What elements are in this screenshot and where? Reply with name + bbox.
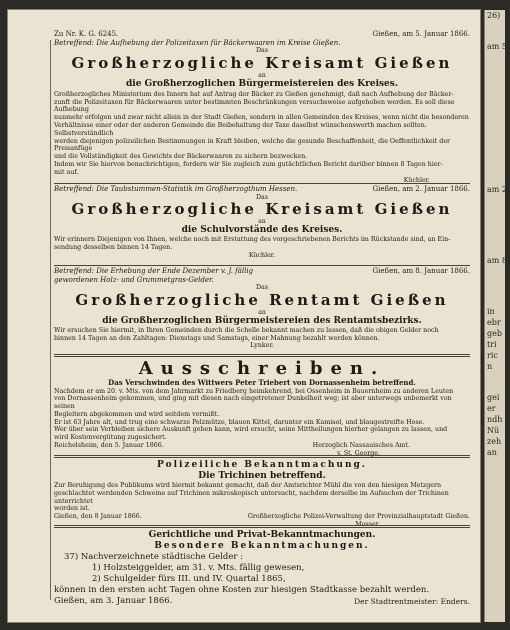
list-lead: 37) Nachverzeichnete städtische Gelder :	[64, 552, 243, 562]
notice-subject: Betreffend: Die Taubstummen-Statistik im Großherzogthum Hessen.	[54, 185, 298, 193]
edge-text: ric	[487, 351, 498, 360]
notice-title: Großherzogliche Kreisamt Gießen	[71, 53, 453, 72]
edge-text: 26)	[487, 11, 501, 20]
body-line: Indem wir Sie hiervon benachrichtigen, fordern wir Sie zugleich zum gutächtlichen Bericht darüber binnen 8 Tagen hier-	[54, 160, 443, 168]
body-line: Großherzogliches Ministerium des Innern hat auf Antrag der Bäcker zu Gießen genehmigt, daß nach Aufhebung der Bäcker-	[54, 90, 454, 98]
notice-title: Großherzogliche Rentamt Gießen	[75, 290, 449, 309]
notice-title-top: Das	[255, 47, 269, 54]
notice-date: Gießen, am 2. Januar 1866.	[372, 185, 470, 193]
body-line: von Dornassenheim gekommen, und ging mit diesen nach eingetretener Dunkelheit weg; ist aber unterwegs unbemerkt von seinen	[54, 395, 452, 411]
edge-text: ndh	[487, 415, 503, 424]
notice-reference: Zu Nr. K. G. 6245.	[54, 30, 119, 38]
list-item: 2) Schulgelder fürs III. und IV. Quartal 1865,	[92, 574, 286, 584]
notice-bakery-tax	[54, 30, 470, 184]
body-line: wird Kostenvergütung zugesichert.	[54, 434, 167, 442]
notice-addressee: die Großherzoglichen Bürgermeistereien des Rentamtsbezirks.	[102, 315, 422, 326]
notice-signature: Mosser.	[355, 520, 380, 528]
notice-addressee: die Großherzoglichen Bürgermeistereien des Kreises.	[125, 78, 398, 89]
list-item: 1) Holzsteiggelder, am 31. v. Mts. fällig gewesen,	[92, 563, 305, 573]
divider	[54, 455, 470, 458]
notice-title: Polizeiliche Bekanntmachung.	[157, 460, 367, 470]
edge-text: in	[487, 307, 495, 316]
body-line: Wir erinnern Diejenigen von Ihnen, welche noch mit Erstattung des vorgeschriebenen Berichts im Rückstande sind, an Ein-	[54, 236, 451, 244]
body-line: Wer über sein Verbleiben sichere Auskunft geben kann, wird ersucht, seine Mittheilungen hierher gelangen zu lassen, und	[54, 426, 448, 434]
section-subtitle: Besondere Bekanntmachungen.	[154, 541, 370, 551]
notice-missing-person	[54, 352, 470, 458]
edge-text: er	[487, 404, 496, 413]
notice-title: Ausschreiben.	[138, 358, 386, 379]
body-line: nunmehr erfolgen und zwar nicht allein in der Stadt Gießen, sondern in allen Gemeinden des Kreises, wenn nicht die besonderen	[54, 114, 469, 122]
edge-text: n	[487, 362, 493, 371]
body-line: worden ist.	[54, 505, 90, 513]
edge-text: am 5.	[487, 42, 510, 51]
edge-text: tri	[487, 340, 497, 349]
edge-text: am 8.	[487, 256, 510, 265]
notice-an: an	[258, 218, 266, 226]
edge-text: gei	[487, 393, 500, 402]
notice-date: Gießen, am 8. Januar 1866.	[372, 267, 470, 275]
body-line: Zur Beruhigung des Publikums wird hiermit bekannt gemacht, daß der Amtsrichter Mühl die von den hiesigen Metzgern	[54, 482, 442, 489]
notice-signature: Lynker.	[250, 342, 274, 350]
notice-headline: Das Verschwinden des Wittwers Peter Triebert von Dornassenheim betreffend.	[108, 378, 416, 387]
notice-an: an	[258, 71, 266, 79]
notice-title-top: Das	[255, 193, 269, 201]
notice-date: Gießen, am 3. Januar 1866.	[54, 596, 173, 606]
notice-title: Großherzogliche Kreisamt Gießen	[71, 200, 453, 219]
divider	[54, 265, 470, 266]
notice-signature: Küchler.	[403, 176, 430, 184]
newspaper-page	[8, 10, 480, 622]
divider	[54, 354, 470, 357]
list-tail: können in den ersten acht Tagen ohne Kosten zur hiesigen Stadtkasse bezahlt werden.	[54, 585, 430, 595]
divider	[54, 525, 470, 528]
notice-rentamt	[54, 264, 470, 350]
edge-text: an	[487, 448, 497, 457]
body-line: Er ist 63 Jahre alt, und trug eine schwarze Pelzmütze, blauen Kittel, darunter ein Kamisol, und blaugestreifte Hose.	[54, 418, 425, 426]
body-line: Wir ersuchen Sie hiermit, in Ihren Gemeinden durch die Schelle bekannt machen zu lassen, daß die obigen Gelder noch	[54, 326, 439, 334]
notice-subtitle: Die Trichinen betreffend.	[198, 471, 326, 481]
notice-city-fees	[54, 520, 470, 607]
notice-addressee: die Schulvorstände des Kreises.	[181, 225, 343, 236]
body-line: Nachdem er am 20. v. Mts. von dem Jahrmarkt zu Friedberg heimkehrend, bei Ossenheim in Bauernheim zu anderen Leuten	[54, 387, 454, 395]
body-line: geschlachtet werdenden Schweine auf Trichinen mikroskopisch untersucht, nachdem derselbe im Aufsuchen der Trichinen unterrichtet	[54, 489, 449, 505]
notice-title-top: Das	[255, 284, 269, 291]
body-line: mit auf.	[54, 168, 79, 176]
body-line: Begleitern abgekommen und wird seitdem vermißt.	[54, 410, 220, 418]
notice-an: an	[258, 308, 266, 316]
body-line: sendung desselben binnen 14 Tagen.	[54, 244, 173, 252]
column-rule	[50, 40, 51, 600]
edge-text: zeh	[487, 437, 502, 446]
body-line: zunft die Polizeitaxen für Bäckerwaaren unter bestimmten Beschränkungen versuchsweise aufgehoben werden. Es soll diese Aufhebung	[54, 98, 455, 114]
notice-signature: Der Stadtrentmeister: Enders.	[354, 597, 470, 606]
edge-text: Nü	[487, 426, 500, 435]
notice-deaf-statistics	[54, 182, 470, 260]
divider	[54, 183, 470, 184]
notice-subject: Betreffend: Die Erhebung der Ende Dezember v. J. fällig gewordenen Holz- und Grummetgras-Gelder.	[54, 267, 254, 284]
notice-office: Herzoglich Nassauisches Amt.	[312, 442, 410, 450]
notice-office: Großherzogliche Polizei-Verwaltung der Provinzialhauptstadt Gießen.	[247, 513, 470, 521]
notice-place-date: Reichelsheim, den 5. Januar 1866.	[54, 442, 164, 450]
notice-trichinae	[54, 453, 470, 529]
body-line: binnen 14 Tagen an den Zahltagen: Dienstags und Samstags, einer Mahnung bezahlt werden können.	[54, 334, 380, 342]
notice-signature: v. St. George.	[337, 449, 380, 457]
notice-date: Gießen, den 8 Januar 1866.	[54, 513, 142, 521]
edge-text: am 2.	[487, 185, 510, 194]
notice-signature: Küchler.	[248, 251, 276, 259]
adjacent-page-edge	[484, 10, 510, 622]
notice-date: Gießen, am 5. Januar 1866.	[372, 30, 470, 38]
body-line: und die Vollständigkeit des Gewichts der Bäckerwaaren zu sichern bezwecken.	[54, 153, 308, 161]
notice-subject: Betreffend: Die Aufhebung der Polizeitaxen für Bäckerwaaren im Kreise Gießen.	[54, 38, 341, 47]
body-line: werden diejenigen polizeilichen Bestimmungen in Kraft bleiben, welche die gesunde Beschaffenheit, die Oeffentlichkeit der Preisanfüge	[54, 137, 451, 153]
edge-text: ebr	[487, 318, 501, 327]
edge-text: geb	[487, 329, 502, 338]
body-line: Verhältnisse einer oder der anderen Gemeinde die Beibehaltung der Taxe daselbst wünschenswerth machen sollten. Selbstverständlich	[54, 121, 427, 137]
section-title: Gerichtliche und Privat-Bekanntmachungen.	[148, 530, 376, 540]
